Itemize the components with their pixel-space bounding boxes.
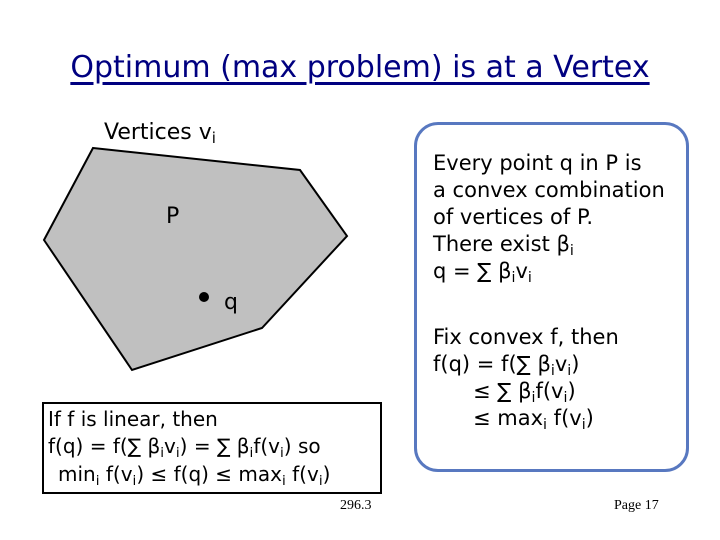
linear-case-box — [42, 402, 382, 494]
point-q-label: q — [224, 290, 238, 315]
slide-reference: 296.3 — [340, 498, 372, 513]
convexity-note-box — [414, 122, 689, 472]
note-line: There exist $\beta_i$ — [433, 232, 574, 259]
page-number: Page 17 — [614, 498, 659, 513]
note-line: a convex combination — [433, 178, 665, 202]
note-line: of vertices of P. — [433, 205, 594, 229]
note-line: ≤ ∑ $\beta_if(v_i)$ — [473, 379, 576, 406]
note-line: Fix convex f, then — [433, 325, 619, 349]
point-q-dot — [199, 292, 209, 302]
note-line: ≤ $\max_i f(v_i)$ — [473, 406, 594, 433]
polytope-shape — [44, 148, 347, 370]
note-line: Every point q in P is — [433, 151, 642, 175]
linear-line: If f is linear, then — [48, 407, 218, 431]
slide-title: Optimum (max problem) is at a Vertex — [70, 50, 650, 85]
linear-line: $\min_i f(v_i) \le f(q) \le \max_i f(v_i)$ — [58, 462, 331, 489]
polytope-label: P — [166, 204, 180, 229]
note-line: f(q) = f(∑ $\beta_iv_i$) — [433, 352, 580, 379]
vertices-label: Vertices $v_i$ — [104, 120, 216, 148]
note-line: q = ∑ $\beta_iv_i$ — [433, 259, 532, 286]
linear-line: f(q) = f(∑ $\beta_iv_i$) = ∑ $\beta_if(v_i)$ so — [48, 434, 321, 461]
